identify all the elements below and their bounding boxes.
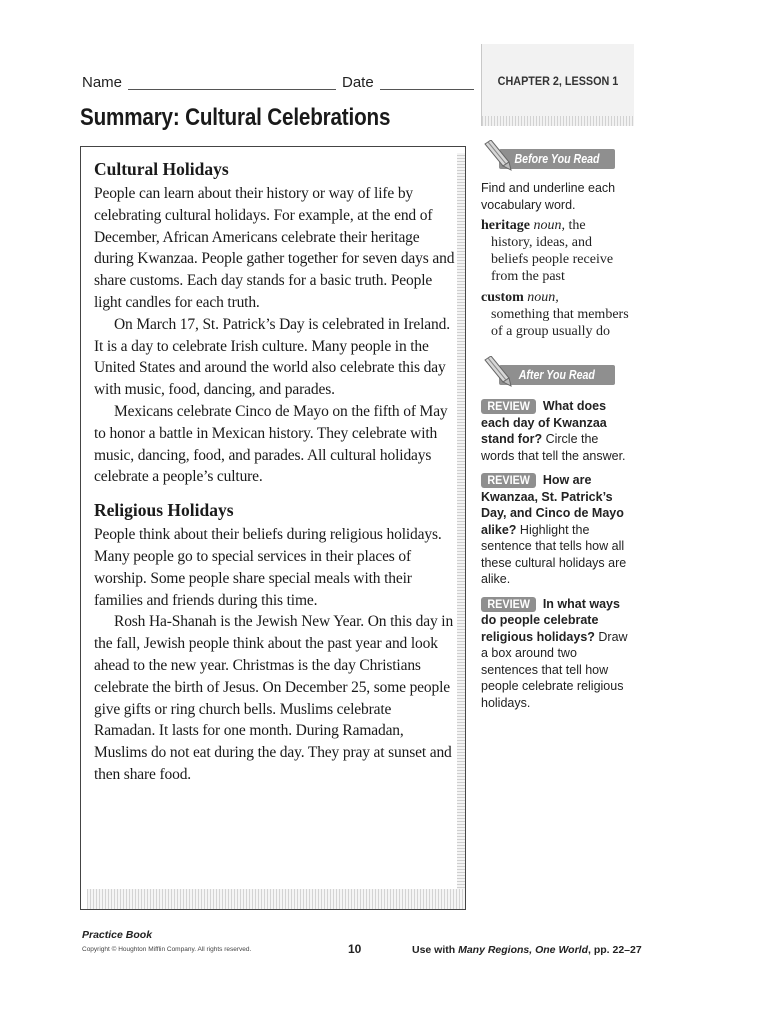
summary-box: [80, 146, 466, 910]
section-heading-cultural: Cultural Holidays: [94, 159, 229, 179]
before-you-read-tag: [481, 140, 631, 172]
vocab-def: history, ideas, and beliefs people receive from the past: [491, 235, 614, 284]
footer-book-title: Practice Book: [82, 929, 153, 941]
box-shadow-bottom: [87, 889, 465, 909]
review-badge: REVIEW: [481, 473, 536, 488]
paragraph: Mexicans celebrate Cinco de Mayo on the fifth of May to honor a battle in Mexican history. They celebrate with music, dancing, food, and parades. All cultural holidays celebrate a people’s culture.: [94, 402, 448, 486]
review-instruction: Draw a box around two sentences that tell how people celebrate religious holidays.: [481, 629, 628, 710]
tab-shading: [482, 116, 634, 126]
review-instruction: Highlight the sentence that tells how all these cultural holidays are alike.: [481, 522, 627, 586]
vocab-term: heritage: [481, 218, 530, 233]
review-item-1: [481, 398, 631, 464]
box-shadow-right: [457, 153, 465, 909]
paragraph: Rosh Ha-Shanah is the Jewish New Year. On this day in the fall, Jewish people think about the past year and look ahead to the new year. Christmas is the day Christians celebrate the birth of Jesus. On December 25, some people give gifts or ring church bells. Muslims celebrate Ramadan. It lasts for one month. During Ramadan, Muslims do not eat during the day. They pray at sunset and then share food.: [94, 613, 454, 783]
page-title: Summary: Cultural Celebrations: [80, 104, 391, 131]
review-item-2: [481, 472, 631, 588]
review-question: What does each day of Kwanzaa stand for?: [481, 399, 607, 446]
vocab-pos: noun,: [527, 290, 559, 305]
vocab-custom: [481, 289, 631, 340]
review-badge: REVIEW: [481, 597, 536, 612]
vocab-def: the: [568, 218, 586, 233]
section-heading-religious: Religious Holidays: [94, 500, 234, 521]
vocab-pos: noun,: [533, 218, 565, 233]
review-instruction: Circle the words that tell the answer.: [481, 432, 626, 463]
review-question: In what ways do people celebrate religious holidays?: [481, 596, 620, 644]
pencil-icon: [481, 356, 517, 388]
date-line: [380, 89, 474, 90]
before-you-read-banner: Before You Read: [499, 149, 615, 169]
date-label: Date: [342, 74, 374, 91]
paragraph: People can learn about their history or way of life by celebrating cultural holidays. For example, at the end of December, African Americans celebrate their heritage during Kwanzaa. People gather together for seven days and share customs. Each day stands for a basic truth. People light candles for each truth.: [94, 185, 455, 311]
paragraph: On March 17, St. Patrick’s Day is celebrated in Ireland. It is a day to celebrate Irish culture. Many people in the United States and around the world also celebrate this day with music, food, dancing, and parades.: [94, 315, 450, 399]
name-date-row: [82, 72, 474, 94]
after-you-read-banner: After You Read: [499, 365, 615, 385]
vocab-heritage: [481, 217, 631, 285]
paragraph: People think about their beliefs during religious holidays. Many people go to special services in their places of worship. Some people share special meals with their families and friends during this time.: [94, 526, 442, 609]
before-instruction: Find and underline each vocabulary word.: [481, 181, 616, 212]
summary-content: [94, 157, 456, 786]
pencil-icon: [481, 140, 517, 172]
vocab-def: something that members of a group usually do: [491, 307, 629, 339]
review-item-3: [481, 596, 631, 712]
footer-use-with: Use with Many Regions, One World, pp. 22–27: [412, 944, 642, 956]
page-number: 10: [348, 942, 362, 956]
chapter-label: CHAPTER 2, LESSON 1: [497, 74, 619, 88]
after-you-read-tag: [481, 356, 631, 388]
name-line: [128, 89, 336, 90]
sidebar: [481, 140, 631, 719]
review-badge: REVIEW: [481, 399, 536, 414]
footer-copyright: Copyright © Houghton Mifflin Company. All rights reserved.: [82, 946, 252, 953]
vocab-term: custom: [481, 290, 524, 305]
chapter-tab: [481, 44, 634, 126]
name-label: Name: [82, 74, 123, 91]
review-question: How are Kwanzaa, St. Patrick’s Day, and Cinco de Mayo alike?: [481, 473, 624, 537]
